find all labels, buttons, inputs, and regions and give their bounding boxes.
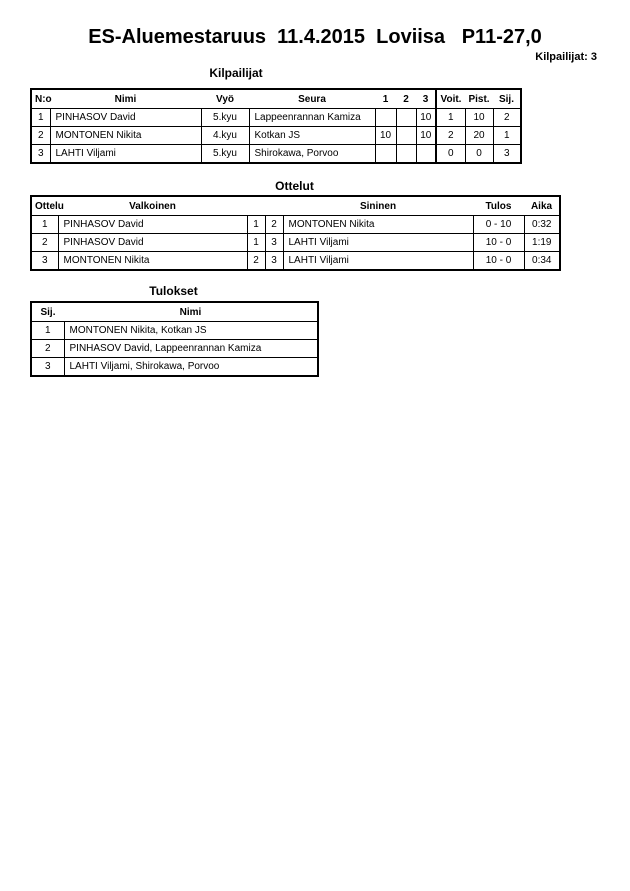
result-row <box>31 322 318 340</box>
cell-time: 1:19 <box>524 234 560 252</box>
cell-belt: 5.kyu <box>201 109 249 127</box>
col-header-round3: 3 <box>416 89 436 109</box>
cell-club: Kotkan JS <box>249 127 375 145</box>
cell-blue-name: MONTONEN Nikita <box>283 216 473 234</box>
cell-wins: 1 <box>436 109 465 127</box>
cell-white-no: 2 <box>247 252 265 271</box>
match-row <box>31 252 560 271</box>
cell-place: 1 <box>31 322 64 340</box>
cell-white-name: PINHASOV David <box>58 216 247 234</box>
cell-round2 <box>396 109 416 127</box>
match-row <box>31 234 560 252</box>
cell-match-no: 3 <box>31 252 58 271</box>
competitor-count-label: Kilpailijat: 3 <box>535 51 597 63</box>
cell-points: 10 <box>465 109 493 127</box>
cell-round3: 10 <box>416 127 436 145</box>
cell-place: 2 <box>31 340 64 358</box>
cell-white-no: 1 <box>247 234 265 252</box>
cell-belt: 5.kyu <box>201 145 249 164</box>
competitors-header-row <box>31 89 521 109</box>
cell-blue-no: 3 <box>265 234 283 252</box>
cell-name: PINHASOV David <box>50 109 201 127</box>
results-table <box>30 301 319 377</box>
cell-wins: 2 <box>436 127 465 145</box>
competitor-row <box>31 109 521 127</box>
cell-name: LAHTI Viljami, Shirokawa, Porvoo <box>64 358 318 377</box>
col-header-name: Nimi <box>50 89 201 109</box>
col-header-round2: 2 <box>396 89 416 109</box>
matches-header-row <box>31 196 560 216</box>
cell-name: MONTONEN Nikita, Kotkan JS <box>64 322 318 340</box>
matches-table <box>30 195 561 271</box>
result-row <box>31 358 318 377</box>
cell-white-name: MONTONEN Nikita <box>58 252 247 271</box>
cell-result: 0 - 10 <box>473 216 524 234</box>
col-header-points: Pist. <box>465 89 493 109</box>
cell-blue-no: 2 <box>265 216 283 234</box>
col-header-blue-no <box>265 196 283 216</box>
cell-place: 2 <box>493 109 521 127</box>
cell-result: 10 - 0 <box>473 252 524 271</box>
cell-round1 <box>375 109 396 127</box>
cell-club: Lappeenrannan Kamiza <box>249 109 375 127</box>
competitor-row <box>31 145 521 164</box>
section-title-matches: Ottelut <box>275 179 314 193</box>
cell-place: 1 <box>493 127 521 145</box>
cell-match-no: 2 <box>31 234 58 252</box>
col-header-belt: Vyö <box>201 89 249 109</box>
section-title-competitors: Kilpailijat <box>209 66 263 80</box>
competitors-table <box>30 88 522 164</box>
cell-time: 0:34 <box>524 252 560 271</box>
result-row <box>31 340 318 358</box>
cell-blue-name: LAHTI Viljami <box>283 252 473 271</box>
cell-result: 10 - 0 <box>473 234 524 252</box>
cell-wins: 0 <box>436 145 465 164</box>
cell-points: 0 <box>465 145 493 164</box>
cell-club: Shirokawa, Porvoo <box>249 145 375 164</box>
cell-round1: 10 <box>375 127 396 145</box>
col-header-place: Sij. <box>493 89 521 109</box>
match-row <box>31 216 560 234</box>
cell-round3: 10 <box>416 109 436 127</box>
cell-no: 1 <box>31 109 50 127</box>
cell-name: MONTONEN Nikita <box>50 127 201 145</box>
cell-place: 3 <box>493 145 521 164</box>
col-header-blue: Sininen <box>283 196 473 216</box>
col-header-white: Valkoinen <box>58 196 247 216</box>
cell-round2 <box>396 145 416 164</box>
cell-place: 3 <box>31 358 64 377</box>
col-header-match-no: Ottelu <box>31 196 58 216</box>
cell-belt: 4.kyu <box>201 127 249 145</box>
col-header-time: Aika <box>524 196 560 216</box>
cell-no: 2 <box>31 127 50 145</box>
cell-time: 0:32 <box>524 216 560 234</box>
cell-round3 <box>416 145 436 164</box>
col-header-name: Nimi <box>64 302 318 322</box>
cell-points: 20 <box>465 127 493 145</box>
cell-blue-name: LAHTI Viljami <box>283 234 473 252</box>
cell-round2 <box>396 127 416 145</box>
page-title: ES-Aluemestaruus 11.4.2015 Loviisa P11-27,0 <box>88 26 542 48</box>
col-header-result: Tulos <box>473 196 524 216</box>
cell-white-no: 1 <box>247 216 265 234</box>
cell-match-no: 1 <box>31 216 58 234</box>
col-header-round1: 1 <box>375 89 396 109</box>
cell-blue-no: 3 <box>265 252 283 271</box>
section-title-results: Tulokset <box>149 284 198 298</box>
cell-name: PINHASOV David, Lappeenrannan Kamiza <box>64 340 318 358</box>
cell-round1 <box>375 145 396 164</box>
col-header-wins: Voit. <box>436 89 465 109</box>
col-header-no: N:o <box>31 89 50 109</box>
col-header-place: Sij. <box>31 302 64 322</box>
cell-name: LAHTI Viljami <box>50 145 201 164</box>
col-header-white-no <box>247 196 265 216</box>
cell-no: 3 <box>31 145 50 164</box>
results-header-row <box>31 302 318 322</box>
col-header-club: Seura <box>249 89 375 109</box>
cell-white-name: PINHASOV David <box>58 234 247 252</box>
competitor-row <box>31 127 521 145</box>
